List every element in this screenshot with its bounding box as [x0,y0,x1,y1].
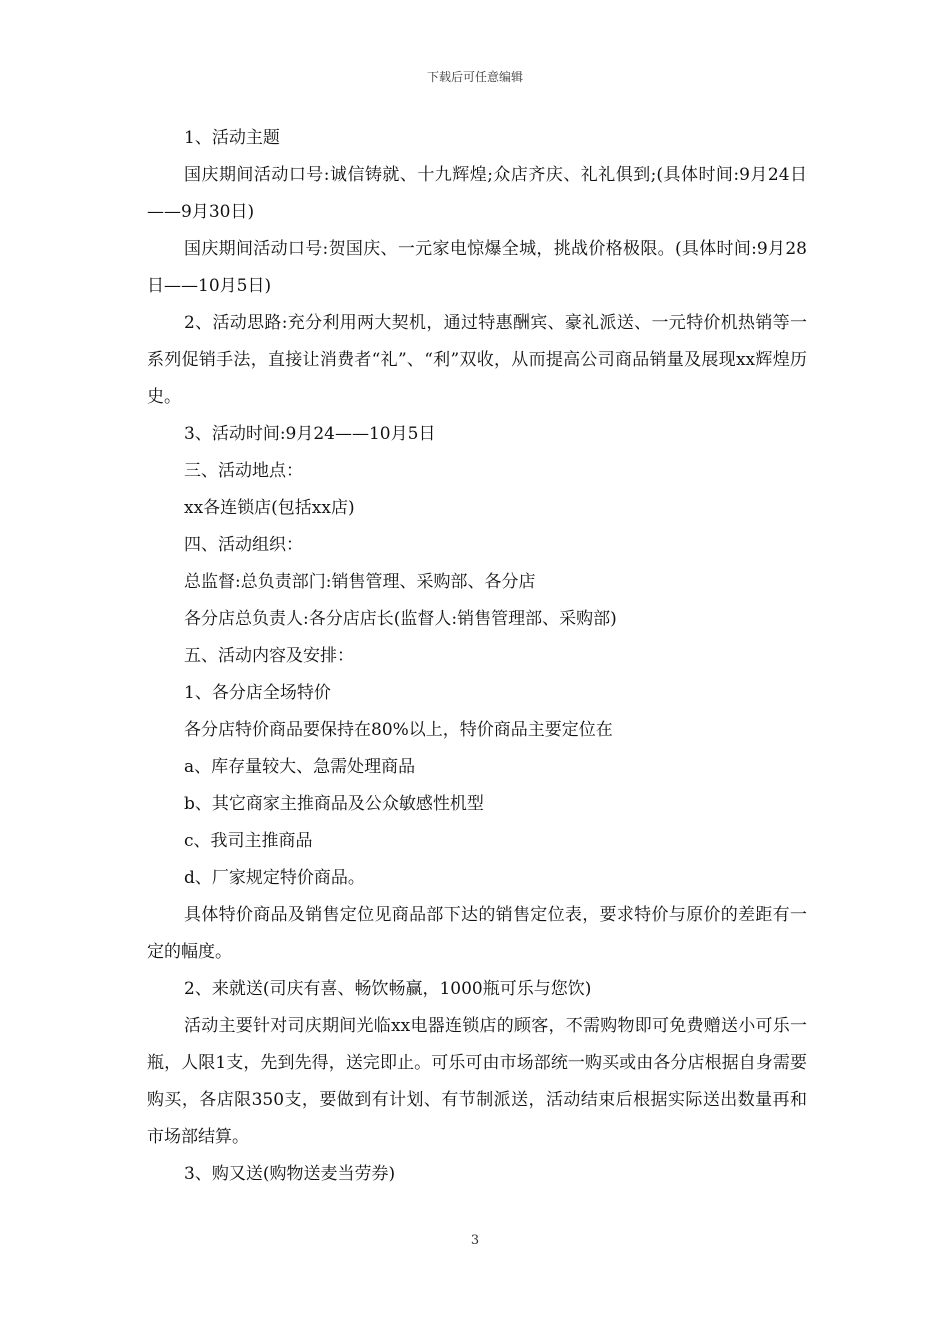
paragraph: 2、来就送(司庆有喜、畅饮畅赢，1000瓶可乐与您饮) [184,979,592,999]
paragraph: 活动主要针对司庆期间光临xx电器连锁店的顾客，不需购物即可免费赠送小可乐一瓶，人限1支，先到先得，送完即止。可乐可由市场部统一购买或由各分店根据自身需要购买，各店限350支，要做到有计划、有节制派送，活动结束后根据实际送出数量再和市场部结算。 [147,1016,807,1147]
page-number: 3 [470,1233,480,1248]
page-header: 下载后可任意编辑 [426,70,523,84]
paragraph: b、其它商家主推商品及公众敏感性机型 [184,794,484,814]
document-body [147,120,807,1193]
paragraph: 国庆期间活动口号:贺国庆、一元家电惊爆全城，挑战价格极限。(具体时间:9月28日——10月5日) [147,239,807,296]
paragraph: 五、活动内容及安排： [184,646,354,666]
paragraph: 四、活动组织： [184,535,303,555]
paragraph: 3、购又送(购物送麦当劳券) [184,1164,396,1184]
paragraph: a、库存量较大、急需处理商品 [184,757,416,777]
paragraph: 各分店特价商品要保持在80%以上，特价商品主要定位在 [184,720,613,740]
paragraph: 三、活动地点： [184,461,303,481]
paragraph: 3、活动时间:9月24——10月5日 [184,424,436,444]
paragraph: 各分店总负责人:各分店店长(监督人:销售管理部、采购部) [184,609,617,629]
paragraph: xx各连锁店(包括xx店) [184,498,355,518]
paragraph: c、我司主推商品 [184,831,313,851]
paragraph: 1、各分店全场特价 [184,683,331,703]
paragraph: 国庆期间活动口号:诚信铸就、十九辉煌;众店齐庆、礼礼俱到;(具体时间:9月24日——9月30日) [147,165,807,222]
paragraph: 总监督:总负责部门:销售管理、采购部、各分店 [184,572,536,592]
paragraph: 2、活动思路:充分利用两大契机，通过特惠酬宾、豪礼派送、一元特价机热销等一系列促销手法，直接让消费者“礼”、“利”双收，从而提高公司商品销量及展现xx辉煌历史。 [147,313,807,407]
paragraph: 1、活动主题 [184,128,280,148]
paragraph: d、厂家规定特价商品。 [184,868,365,888]
paragraph: 具体特价商品及销售定位见商品部下达的销售定位表，要求特价与原价的差距有一定的幅度。 [147,905,807,962]
